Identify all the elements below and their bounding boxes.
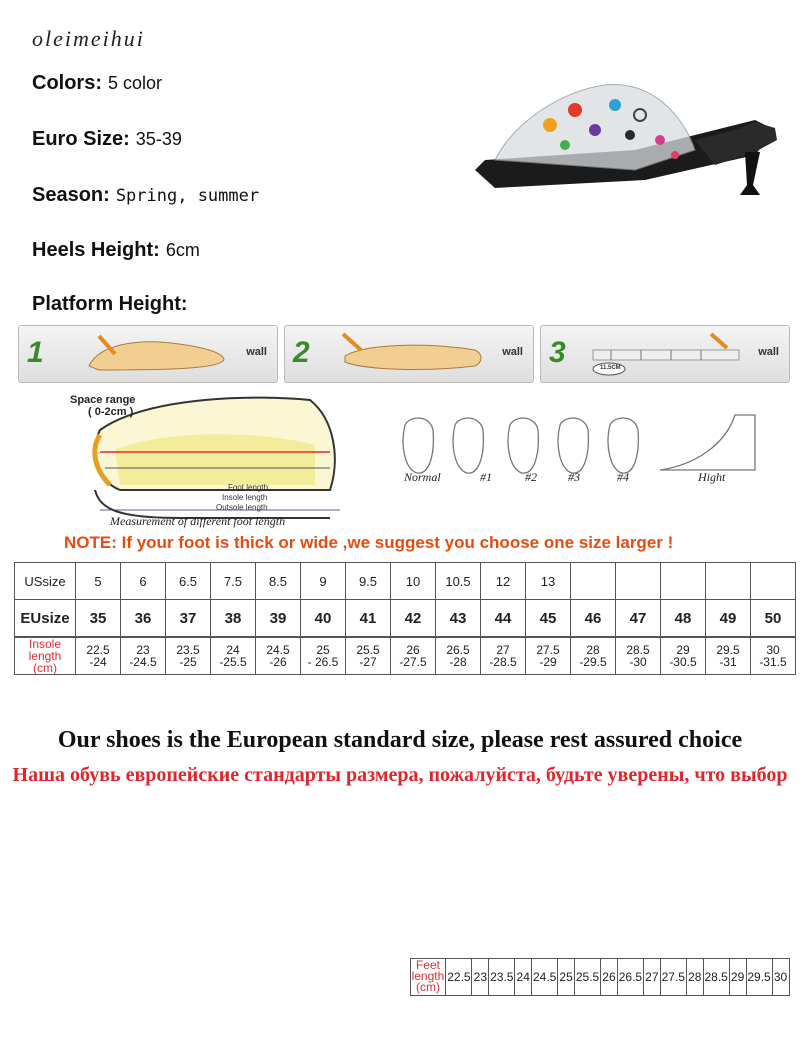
foot-type-2: #2 — [525, 470, 537, 484]
us-size-cell: 10 — [391, 563, 436, 600]
eu-size-cell: 38 — [211, 600, 256, 637]
insole-length-cell: 30 -31.5 — [751, 638, 796, 675]
insole-length-label: Insole length (cm) — [15, 638, 76, 675]
us-size-cell: 5 — [76, 563, 121, 600]
us-size-label: USsize — [15, 563, 76, 600]
eu-size-cell: 47 — [616, 600, 661, 637]
feet-length-cell: 23.5 — [489, 958, 515, 995]
feet-length-cell: 27 — [643, 958, 660, 995]
us-size-cell: 7.5 — [211, 563, 256, 600]
spec-euro-size — [32, 128, 182, 151]
insole-length-cell: 27 -28.5 — [481, 638, 526, 675]
spec-colors-label: Colors: — [32, 72, 102, 94]
insole-length-cell: 24.5 -26 — [256, 638, 301, 675]
feet-length-cell: 25 — [558, 958, 575, 995]
feet-length-cell: 27.5 — [660, 958, 686, 995]
foot-type-normal: Normal — [404, 470, 441, 484]
us-size-cell: 6.5 — [166, 563, 211, 600]
insole-length-cell: 27.5 -29 — [526, 638, 571, 675]
eu-size-cell: 41 — [346, 600, 391, 637]
eu-size-cell: 48 — [661, 600, 706, 637]
insole-length-cell: 24 -25.5 — [211, 638, 256, 675]
spec-season — [32, 184, 259, 207]
feet-length-cell: 30 — [772, 958, 789, 995]
feet-length-cell: 26 — [601, 958, 618, 995]
us-size-cell: 13 — [526, 563, 571, 600]
footer-english: Our shoes is the European standard size, please rest assured choice — [57, 727, 743, 753]
us-size-cell — [661, 563, 706, 600]
insole-length-cell: 22.5 -24 — [76, 638, 121, 675]
us-size-cell — [571, 563, 616, 600]
measure-step-3 — [540, 325, 790, 383]
us-size-cell: 10.5 — [436, 563, 481, 600]
us-size-cell: 8.5 — [256, 563, 301, 600]
us-size-cell — [616, 563, 661, 600]
us-size-cell — [751, 563, 796, 600]
feet-length-cell: 28 — [686, 958, 703, 995]
step-number: 1 — [27, 336, 44, 369]
feet-length-cell: 25.5 — [575, 958, 601, 995]
insole-length-cell: 29 -30.5 — [661, 638, 706, 675]
insole-length-cell: 25.5 -27 — [346, 638, 391, 675]
spec-colors-value: 5 color — [108, 73, 163, 93]
diagram-caption: Measurement of different foot length — [110, 514, 286, 528]
size-note: NOTE: If your foot is thick or wide ,we suggest you choose one size larger ! — [64, 533, 674, 552]
eu-size-cell: 43 — [436, 600, 481, 637]
eu-size-cell: 50 — [751, 600, 796, 637]
insole-length-cell: 28.5 -30 — [616, 638, 661, 675]
feet-length-cell: 26.5 — [617, 958, 643, 995]
eu-size-cell: 39 — [256, 600, 301, 637]
step-number: 2 — [293, 336, 310, 369]
foot-on-paper-icon — [79, 334, 229, 374]
eu-size-cell: 37 — [166, 600, 211, 637]
eu-size-row — [15, 600, 796, 637]
us-size-cell: 9.5 — [346, 563, 391, 600]
outsole-length-label: Outsole length — [216, 503, 268, 512]
product-sandal-image — [455, 60, 795, 205]
spec-euro-size-value: 35-39 — [135, 129, 182, 149]
step-number: 3 — [549, 336, 566, 369]
eu-size-cell: 42 — [391, 600, 436, 637]
spec-platform-height-label: Platform Height: — [32, 293, 188, 315]
measure-step-2 — [284, 325, 534, 383]
eu-size-cell: 49 — [706, 600, 751, 637]
feet-length-cell: 24.5 — [532, 958, 558, 995]
eu-size-cell: 45 — [526, 600, 571, 637]
insole-length-row — [15, 638, 796, 675]
brand-logo: oleimeihui — [32, 26, 145, 51]
foot-on-paper-icon — [335, 332, 485, 376]
spec-heels-height-value: 6cm — [165, 240, 200, 260]
eu-size-label: EUsize — [15, 600, 76, 637]
eu-size-cell: 36 — [121, 600, 166, 637]
insole-length-cell: 26 -27.5 — [391, 638, 436, 675]
eu-size-cell: 35 — [76, 600, 121, 637]
eu-size-cell: 44 — [481, 600, 526, 637]
feet-length-row — [410, 958, 790, 1058]
us-size-cell: 9 — [301, 563, 346, 600]
wall-label: wall — [246, 346, 267, 358]
feet-length-label: Feet length (cm) — [411, 958, 445, 994]
us-size-cell — [706, 563, 751, 600]
ruler-mark-label: 11.5CM — [600, 365, 621, 371]
spec-heels-height-label: Heels Height: — [32, 239, 160, 261]
feet-length-cell: 22.5 — [446, 958, 472, 995]
us-size-cell: 6 — [121, 563, 166, 600]
spec-season-label: Season: — [32, 184, 110, 206]
foot-type-1: #1 — [480, 470, 492, 484]
footer-russian: Наша обувь европейские стандарты размера, пожалуйста, будьте уверены, что выбор — [12, 764, 788, 786]
feet-length-cell: 23 — [472, 958, 489, 995]
insole-length-cell: 28 -29.5 — [571, 638, 616, 675]
space-range-label: Space range — [70, 394, 136, 406]
insole-length-cell: 23 -24.5 — [121, 638, 166, 675]
insole-length-cell: 26.5 -28 — [436, 638, 481, 675]
measure-step-1 — [18, 325, 278, 383]
insole-length-cell: 29.5 -31 — [706, 638, 751, 675]
spec-heels-height — [32, 239, 200, 262]
foot-type-3: #3 — [568, 470, 580, 484]
spec-colors — [32, 72, 162, 95]
eu-size-cell: 46 — [571, 600, 616, 637]
eu-size-cell: 40 — [301, 600, 346, 637]
foot-type-high: Hight — [698, 470, 726, 484]
foot-type-4: #4 — [617, 470, 629, 484]
wall-label: wall — [502, 346, 523, 358]
feet-length-cell: 29 — [729, 958, 746, 995]
feet-length-cell: 24 — [515, 958, 532, 995]
feet-length-cell: 29.5 — [746, 958, 772, 995]
spec-platform-height — [32, 293, 194, 316]
space-range-value: ( 0-2cm ) — [88, 406, 134, 418]
insole-length-cell: 23.5 -25 — [166, 638, 211, 675]
wall-label: wall — [758, 346, 779, 358]
spec-euro-size-label: Euro Size: — [32, 128, 130, 150]
insole-length-label: Insole length — [222, 493, 268, 502]
us-size-row — [15, 563, 796, 600]
insole-length-cell: 25 - 26.5 — [301, 638, 346, 675]
spec-season-value: Spring, summer — [115, 186, 260, 206]
foot-length-label: Foot length — [228, 483, 269, 492]
us-size-cell: 12 — [481, 563, 526, 600]
feet-length-cell: 28.5 — [703, 958, 729, 995]
